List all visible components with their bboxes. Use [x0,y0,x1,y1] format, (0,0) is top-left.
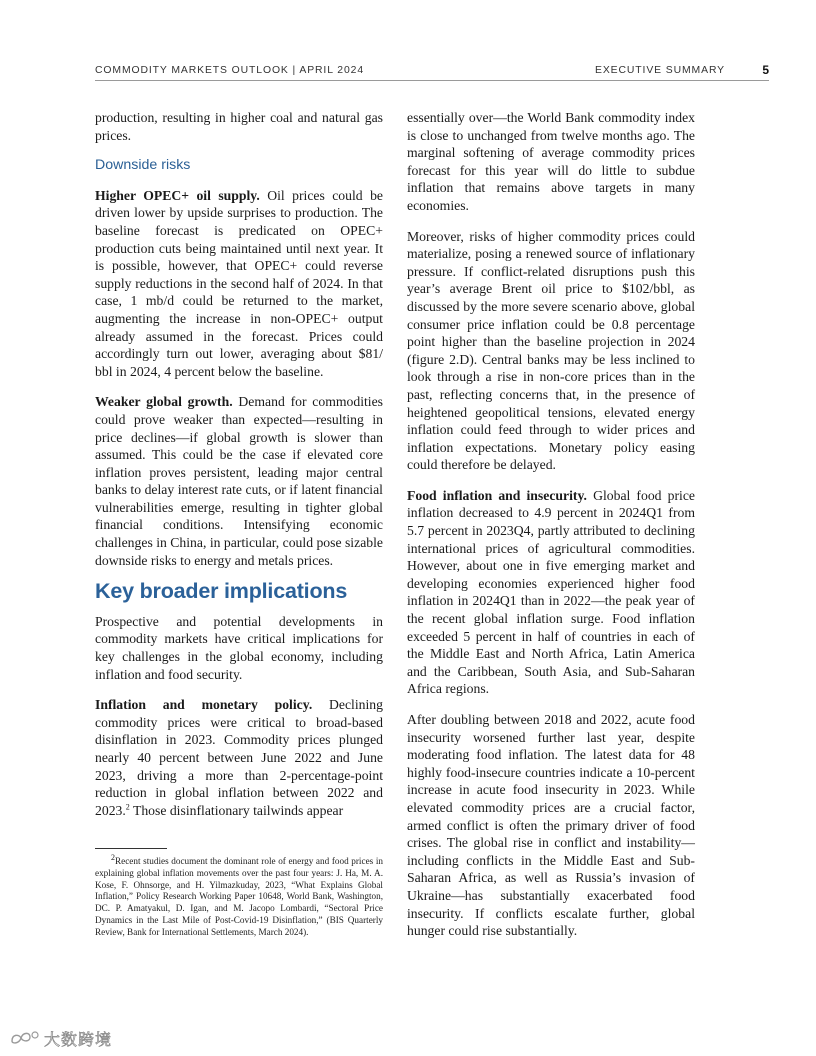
opec-text: Oil prices could be driven lower by upside surprises to production. The baseline forecast is predicated on OPEC+ production cuts being maintained until next year. It is possible, however, that OPEC+ could reverse supply reductions in the second half of 2024. In that case, 1 mb/d could be returned to the market, augmenting the increase in non-OPEC+ output already assumed in the forecast. Prices could accordingly turn out lower, averaging about $81/ bbl in 2024, 4 percent below the baseline. [95,187,383,379]
inflation-tail: Those disinflationary tailwinds appear [129,802,344,818]
paragraph-implications: Prospective and potential developments in commodity markets have critical implications for key challenges in the global economy, including inflation and food security. [95,613,383,682]
paragraph-intro: production, resulting in higher coal and natural gas prices. [95,110,383,143]
footnote [95,852,383,939]
growth-text: Demand for commodities could prove weaker than expected—resulting in price declines—if global growth is slower than assumed. This could be the case if elevated core inflation proves persistent, leading major central banks to delay interest rate cuts, or if latent financial vulnerabilities emerge, resulting in tighter global financial conditions. Intensifying economic challenges in China, in particular, could pose sizable downside risks to energy and metals prices. [95,394,384,568]
opec-run-in-title: Higher OPEC+ oil supply. [95,187,260,203]
header-rule [95,80,769,81]
paragraph-growth [95,393,383,569]
page-number: 5 [762,63,769,77]
growth-run-in-title: Weaker global growth. [95,394,233,410]
left-column [95,109,383,819]
paragraph-inflation [95,696,383,819]
footnote-reference[interactable]: 2 [125,802,130,812]
footnote-number: 2 [111,852,115,862]
header-section-title: EXECUTIVE SUMMARY [594,65,725,76]
food-run-in-title: Food inflation and insecurity. [407,487,587,503]
paragraph-higher-prices-risk: Moreover, risks of higher commodity prices could materialize, posing a renewed source of inflationary pressure. If conflict-related disruptions push this year’s average Brent oil price to $102/bbl, as discussed by the more severe scenario above, global consumer price inflation could be 0.8 percentage point higher than the baseline projection in 2024 (figure 2.D). Central banks may be less inclined to look through a rise in non-core prices than in the past, reflecting concerns that, in the presence of heightened geopolitical tensions, elevated energy inflation could feed through to wider prices and inflation expectations. Monetary policy easing could therefore be delayed. [407,228,695,473]
key-broader-implications-heading: Key broader implications [95,579,348,604]
paragraph-food-inflation [407,487,695,698]
inflation-text: Declining commodity prices were critical to broad-based disinflation in 2023. Commodity prices plunged nearly 40 percent between June 2022 and June 2023, driving a more than 2-percentage-point reduction in global inflation between 2022 and 2023. [95,697,383,818]
inflation-run-in-title: Inflation and monetary policy. [95,697,313,713]
watermark [8,1026,118,1050]
paragraph-continuation: essentially over—the World Bank commodity index is close to unchanged from twelve months ago. The marginal softening of average commodity prices forecast for this year will do little to subdue inflation that remains above targets in many economies. [407,110,695,213]
footnote-rule [95,848,167,849]
running-header [95,63,769,81]
watermark-text: 大数跨境 [44,1030,113,1049]
paragraph-opec [95,187,383,381]
food-text: Global food price inflation decreased to 4.9 percent in 2024Q1 from 5.7 percent in 2023Q4, partly attributed to declining international prices of agricultural commodities. However, about one in five emerging market and developing economies experienced higher food inflation in 2024Q1 than in 2022—the peak year of the recent global inflation surge. Food inflation exceeded 5 percent in half of countries in each of the Middle East and North Africa, Latin America and the Caribbean, South Asia, and Sub-Saharan Africa regions. [407,487,695,697]
paragraph-food-insecurity: After doubling between 2018 and 2022, acute food insecurity worsened further last year, despite moderating food inflation. The latest data for 48 highly food-insecure countries indicate a 10-percent increase in acute food insecurity in 2023. While elevated commodity prices are a crucial factor, armed conflict is often the primary driver of food crises. The global rise in conflict and instability—including conflicts in the Middle East and Sub-Saharan Africa, as well as Russia’s invasion of Ukraine—has substantially exacerbated food insecurity. If conflicts escalate further, global hunger could rise substantially. [407,712,695,939]
downside-risks-heading: Downside risks [95,157,191,174]
footnote-text: Recent studies document the dominant role of energy and food prices in explaining global inflation movements over the past four years: J. Ha, M. A. Kose, F. Ohnsorge, and H. Yilmazkuday, 2023, “What Explains Global Inflation,” Policy Research Working Paper 10648, World Bank, Washington, DC. P. Amatyakul, D. Igan, and M. Jacopo Lombardi, “Sectoral Price Dynamics in the Last Mile of Post-Covid-19 Disinflation,” (BIS Quarterly Review, Bank for International Settlements, March 2024). [95,856,383,937]
infinity-logo-icon [8,1029,42,1047]
header-publication-title: COMMODITY MARKETS OUTLOOK | APRIL 2024 [95,65,365,76]
right-column [407,109,695,940]
